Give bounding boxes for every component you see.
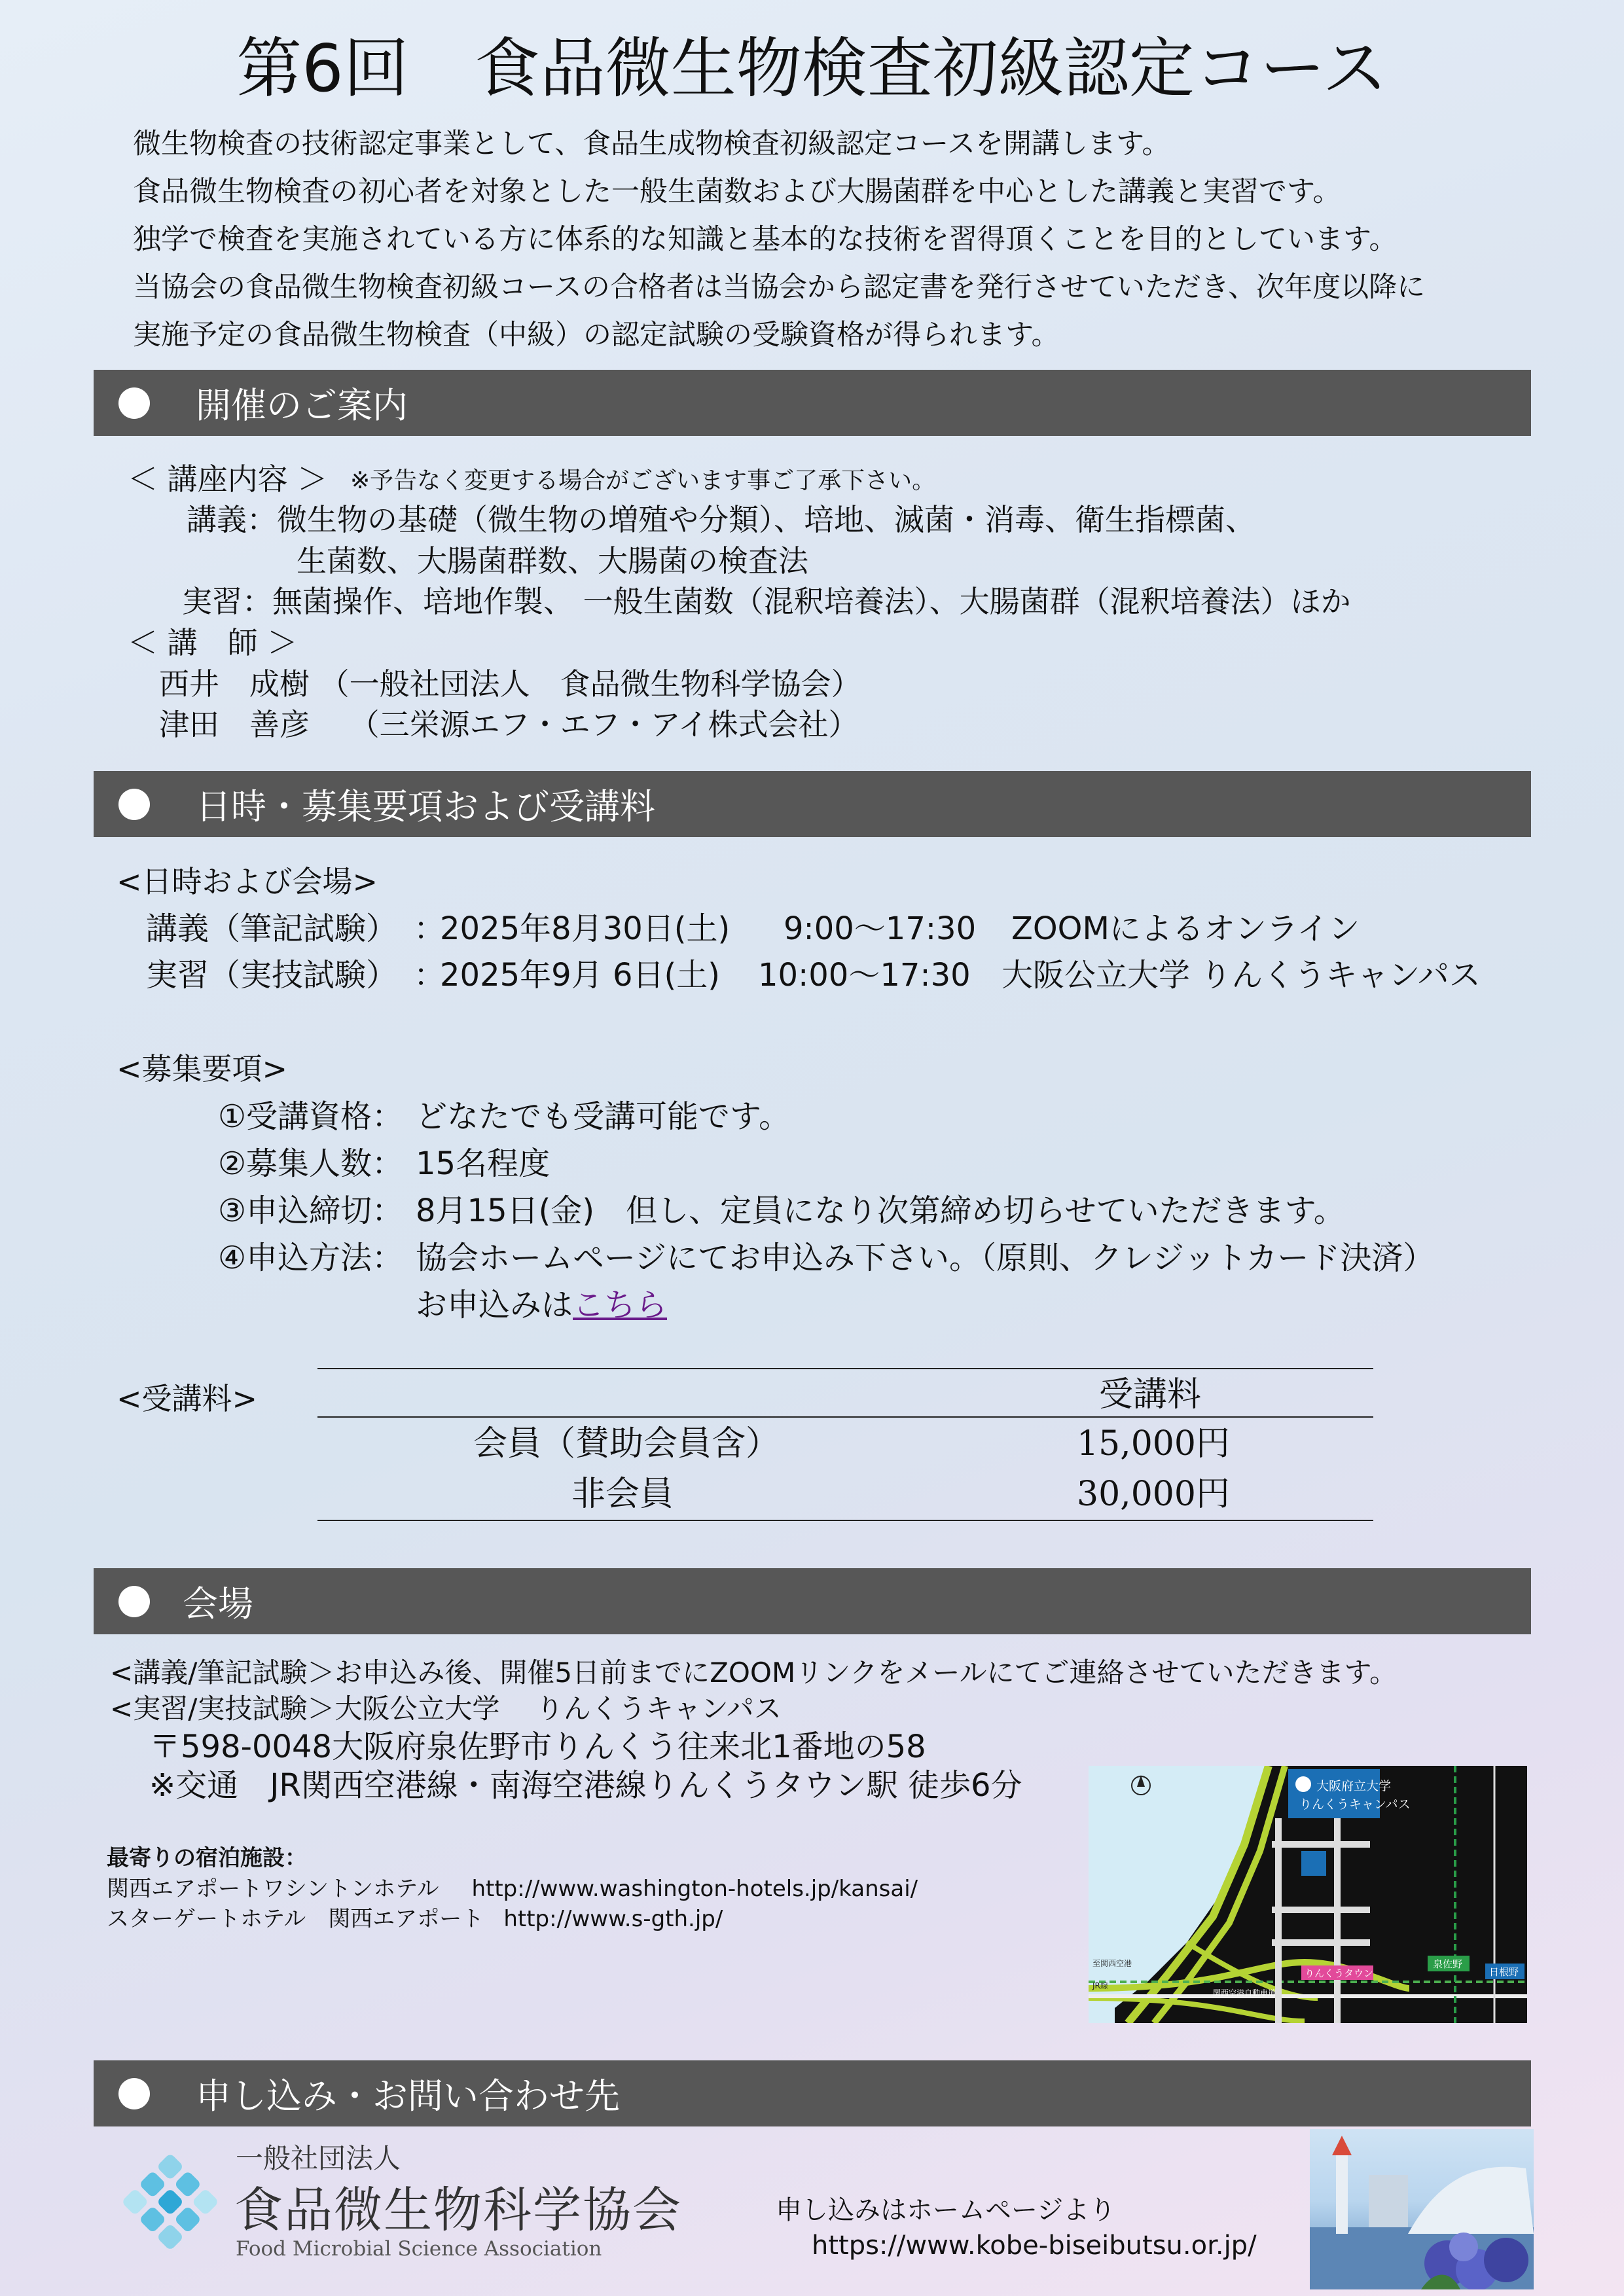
fee-row-price: 15,000円 [1077,1424,1230,1463]
lodging-url[interactable]: http://www.washington-hotels.jp/kansai/ [471,1876,918,1902]
intro-line: 当協会の食品微生物検査初級コースの合格者は当協会から認定書を発行させていただき、次年度以降に [133,271,1426,304]
apply-line [416,1285,667,1325]
org-type: 一般社団法人 [236,2142,401,2174]
course-practice: 実習：無菌操作、培地作製、 一般生菌数（混釈培養法）、大腸菌群（混釈培養法）ほか [182,584,1351,619]
schedule-label: 実習（実技試験） [146,957,398,994]
map-label: 至関西空港 [1092,1959,1132,1968]
venue-address: 〒598-0048大阪府泉佐野市りんくう往来北1番地の58 [149,1729,926,1765]
fee-row-name: 会員（賛助会員含） [473,1424,780,1463]
fee-row-name: 非会員 [571,1475,674,1514]
bullet-dot [118,789,150,820]
map-label: 関西空港自動車道 [1213,1988,1276,1998]
instructor: 西井 成樹 （一般社団法人 食品微生物科学協会） [159,666,861,702]
schedule-date: 2025年8月30日(土) [440,910,731,947]
schedule-sep: ： [414,957,446,994]
intro-line: 食品微生物検査の初心者を対象とした一般生菌数および大腸菌群を中心とした講義と実習です。 [133,175,1341,208]
section-title: 開催のご案内 [196,385,408,426]
section-header-schedule [94,771,1531,837]
fee-table [317,1368,1373,1522]
schedule-heading: <日時および会場> [117,864,378,899]
course-note: ※予告なく変更する場合がございます事ご了承下さい。 [350,467,936,494]
harbor-photo [1310,2129,1534,2289]
intro-line: 実施予定の食品微生物検査（中級）の認定試験の受験資格が得られます。 [133,319,1060,351]
intro-line: 独学で検査を実施されている方に体系的な知識と基本的な技術を習得頂くことを目的としています。 [133,223,1398,256]
apply-text: 申し込みはホームページより [776,2195,1116,2225]
fee-row-price: 30,000円 [1077,1475,1230,1514]
instructor-heading: ＜ 講 師 ＞ [128,625,298,660]
recruit-heading: <募集要項> [117,1051,288,1086]
recruit-value: 協会ホームページにてお申込み下さい。（原則、クレジットカード決済） [416,1240,1435,1276]
schedule-place: ZOOMによるオンライン [1011,910,1360,947]
recruit-label: ①受講資格： [218,1098,404,1135]
schedule-label: 講義（筆記試験） [146,910,398,947]
table-rule [317,1416,1373,1418]
apply-link[interactable]: こちら [573,1287,668,1323]
lodging-item [107,1905,723,1933]
recruit-value: 8月15日(金) 但し、定員になり次第締め切らせていただきます。 [416,1193,1345,1229]
map-label: JR線 [1092,1981,1108,1990]
recruit-label: ②募集人数： [218,1145,404,1182]
instructor: 津田 善彦 （三栄源エフ・エフ・アイ株式会社） [159,707,859,742]
schedule-time: 10:00～17:30 [758,957,971,994]
recruit-label: ④申込方法： [218,1240,404,1276]
schedule-place: 大阪公立大学 りんくうキャンパス [1001,957,1481,994]
compass-icon [1132,1775,1150,1795]
section-title: 会場 [183,1583,253,1624]
schedule-time: 9:00～17:30 [784,910,977,947]
lodging-name: スターゲートホテル 関西エアポート [107,1906,484,1932]
campus-label: 大阪府立大学 [1316,1779,1392,1793]
fee-heading: <受講料> [117,1381,258,1416]
bullet-dot [118,2078,150,2109]
schedule-date: 2025年9月 6日(土) [440,957,720,994]
section-header-venue [94,1568,1531,1634]
lodging-url[interactable]: http://www.s-gth.jp/ [503,1906,723,1932]
schedule-sep: ： [414,910,446,947]
lodging-name: 関西エアポートワシントンホテル [107,1876,439,1902]
course-heading: ＜ 講座内容 ＞ [128,461,328,497]
section-title: 申し込み・お問い合わせ先 [196,2075,620,2117]
homepage-url[interactable]: https://www.kobe-biseibutsu.or.jp/ [812,2231,1257,2261]
section-title: 日時・募集要項および受講料 [196,786,655,827]
course-lecture-cont: 生菌数、大腸菌群数、大腸菌の検査法 [297,543,808,579]
bullet-dot [118,1586,150,1617]
recruit-value: 15名程度 [416,1145,550,1182]
section-header-guide [94,370,1531,436]
page-title: 第6回 食品微生物検査初級認定コース [236,30,1388,107]
venue-lecture: <講義/筆記試験＞お申込み後、開催5日前までにZOOMリンクをメールにてご連絡させていただきます。 [110,1657,1398,1689]
lodging-heading: 最寄りの宿泊施設： [107,1845,307,1871]
recruit-value: どなたでも受講可能です。 [416,1098,791,1135]
table-rule [317,1368,1373,1369]
org-english: Food Microbial Science Association [236,2237,602,2261]
venue-practice: <実習/実技試験＞大阪公立大学 りんくうキャンパス [110,1693,782,1725]
venue-access: ※交通 JR関西空港線・南海空港線りんくうタウン駅 徒歩6分 [149,1767,1022,1804]
section-header-contact [94,2060,1531,2126]
access-map [1089,1766,1527,2023]
org-logo-icon [115,2148,226,2259]
campus-logo-icon [1295,1776,1311,1792]
apply-prefix: お申込みは [416,1287,573,1323]
fee-column-header: 受講料 [1099,1375,1202,1414]
intro-line: 微生物検査の技術認定事業として、食品生成物検査初級認定コースを開講します。 [133,128,1170,160]
station-label: 日根野 [1489,1966,1519,1978]
station-label: 泉佐野 [1433,1958,1463,1970]
recruit-label: ③申込締切： [218,1193,404,1229]
station-label: りんくうタウン [1305,1967,1374,1979]
org-name: 食品微生物科学協会 [234,2182,682,2238]
bullet-dot [118,387,150,419]
lodging-item [107,1874,918,1903]
campus-label: りんくうキャンパス [1299,1797,1411,1812]
table-rule [317,1520,1373,1521]
course-lecture: 講義：微生物の基礎（微生物の増殖や分類）、培地、滅菌・消毒、衛生指標菌、 [187,502,1255,537]
map-graphic [1089,1766,1527,2023]
campus-marker [1301,1851,1326,1876]
